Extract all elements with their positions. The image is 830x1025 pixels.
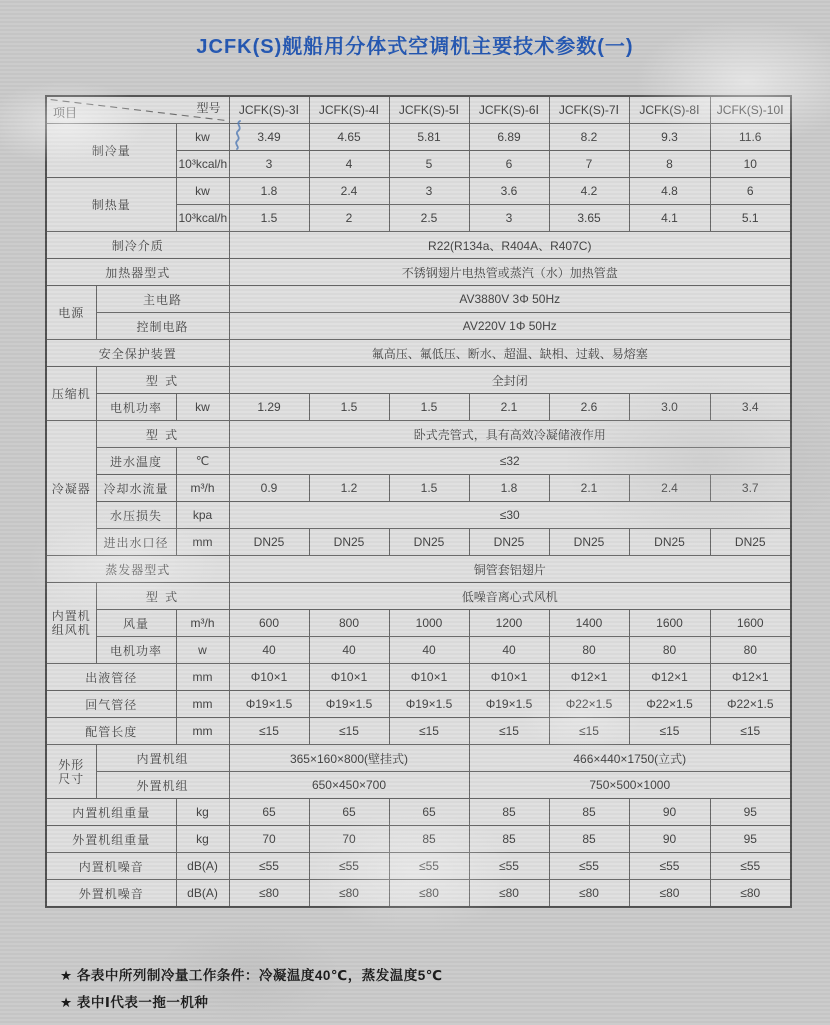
compressor-type-row — [46, 367, 791, 394]
indoor-fan-group-label — [46, 583, 96, 664]
power-main-row — [46, 286, 791, 313]
dimensions-group-line2: 尺寸 — [58, 771, 85, 786]
value-cell: Φ19×1.5 — [309, 691, 389, 718]
condenser-type-label: 型 式 — [96, 421, 229, 448]
indoor-fan-airflow-row — [46, 610, 791, 637]
value-cell: 1.5 — [229, 205, 309, 232]
inlet-temp-value: ≤32 — [229, 448, 791, 475]
value-cell: 1.5 — [309, 394, 389, 421]
value-cell: ≤15 — [389, 718, 469, 745]
value-cell: 1.5 — [389, 394, 469, 421]
indoor-noise-row — [46, 853, 791, 880]
value-cell: DN25 — [309, 529, 389, 556]
value-cell: 40 — [389, 637, 469, 664]
refrigerant-value: R22(R134a、R404A、R407C) — [229, 232, 791, 259]
value-cell: 3.6 — [469, 178, 549, 205]
value-cell: ≤55 — [309, 853, 389, 880]
evaporator-type-value: 铜管套铝翅片 — [229, 556, 791, 583]
refrigerant-label: 制冷介质 — [46, 232, 229, 259]
dimensions-outdoor-row — [46, 772, 791, 799]
value-cell: ≤55 — [710, 853, 791, 880]
compressor-motor-label: 电机功率 — [96, 394, 176, 421]
value-cell: Φ19×1.5 — [229, 691, 309, 718]
inlet-temp-label: 进水温度 — [96, 448, 176, 475]
value-cell: ≤15 — [549, 718, 629, 745]
value-cell: ≤55 — [389, 853, 469, 880]
cooling-capacity-kw-row — [46, 124, 791, 151]
value-cell: 80 — [629, 637, 710, 664]
water-flow-label: 冷却水流量 — [96, 475, 176, 502]
value-cell: 80 — [549, 637, 629, 664]
value-cell: ≤80 — [629, 880, 710, 908]
condenser-group-label: 冷凝器 — [46, 421, 96, 556]
compressor-type-label: 型 式 — [96, 367, 229, 394]
indoor-fan-type-row — [46, 583, 791, 610]
unit-cell: 10³kcal/h — [176, 151, 229, 178]
value-cell: 85 — [549, 799, 629, 826]
value-cell: 4.65 — [309, 124, 389, 151]
condenser-water-flow-row — [46, 475, 791, 502]
compressor-motor-row — [46, 394, 791, 421]
value-cell: 90 — [629, 799, 710, 826]
value-cell: DN25 — [229, 529, 309, 556]
safety-label: 安全保护装置 — [46, 340, 229, 367]
safety-value: 氟高压、氟低压、断水、超温、缺相、过载、易熔塞 — [229, 340, 791, 367]
unit-cell: m³/h — [176, 610, 229, 637]
unit-cell: kpa — [176, 502, 229, 529]
value-cell: 1600 — [629, 610, 710, 637]
value-cell: ≤80 — [469, 880, 549, 908]
value-cell: ≤15 — [469, 718, 549, 745]
indoor-fan-group-line1: 内置机 — [51, 609, 91, 623]
value-cell: 40 — [309, 637, 389, 664]
heater-type-label: 加热器型式 — [46, 259, 229, 286]
value-cell: 3.7 — [710, 475, 791, 502]
model-header: JCFK(S)-3Ⅰ — [229, 96, 309, 124]
heating-capacity-kw-row — [46, 178, 791, 205]
value-cell: Φ12×1 — [549, 664, 629, 691]
model-header: JCFK(S)-4Ⅰ — [309, 96, 389, 124]
model-header: JCFK(S)-8Ⅰ — [629, 96, 710, 124]
value-cell: 4.2 — [549, 178, 629, 205]
value-cell: 4.1 — [629, 205, 710, 232]
value-cell: ≤55 — [469, 853, 549, 880]
value-cell: 95 — [710, 826, 791, 853]
value-cell: DN25 — [710, 529, 791, 556]
model-header: JCFK(S)-6Ⅰ — [469, 96, 549, 124]
unit-cell: kw — [176, 394, 229, 421]
gas-pipe-label: 回气管径 — [46, 691, 176, 718]
value-cell: 40 — [229, 637, 309, 664]
value-cell: 1400 — [549, 610, 629, 637]
value-cell: 1200 — [469, 610, 549, 637]
port-size-label: 进出水口径 — [96, 529, 176, 556]
value-cell: 70 — [309, 826, 389, 853]
indoor-fan-group-line2: 组风机 — [51, 623, 91, 637]
value-cell: 3 — [469, 205, 549, 232]
condenser-port-size-row — [46, 529, 791, 556]
value-cell: 8.2 — [549, 124, 629, 151]
value-cell: 1.8 — [469, 475, 549, 502]
outdoor-noise-label: 外置机噪音 — [46, 880, 176, 908]
unit-cell: mm — [176, 691, 229, 718]
value-cell: 2 — [309, 205, 389, 232]
value-cell: Φ10×1 — [389, 664, 469, 691]
value-cell: Φ12×1 — [629, 664, 710, 691]
indoor-noise-label: 内置机噪音 — [46, 853, 176, 880]
value-cell: ≤80 — [549, 880, 629, 908]
unit-cell: ℃ — [176, 448, 229, 475]
value-cell: 65 — [389, 799, 469, 826]
fan-motor-label: 电机功率 — [96, 637, 176, 664]
dimensions-outdoor-left-value: 650×450×700 — [229, 772, 469, 799]
value-cell: 6 — [469, 151, 549, 178]
value-cell: 1.29 — [229, 394, 309, 421]
unit-cell: 10³kcal/h — [176, 205, 229, 232]
value-cell: DN25 — [549, 529, 629, 556]
safety-row — [46, 340, 791, 367]
pressure-loss-value: ≤30 — [229, 502, 791, 529]
value-cell: Φ10×1 — [229, 664, 309, 691]
value-cell: 2.1 — [549, 475, 629, 502]
value-cell: 1000 — [389, 610, 469, 637]
value-cell: 95 — [710, 799, 791, 826]
value-cell: ≤15 — [229, 718, 309, 745]
evaporator-type-row — [46, 556, 791, 583]
outdoor-noise-row — [46, 880, 791, 908]
dimensions-indoor-label: 内置机组 — [96, 745, 229, 772]
power-main-label: 主电路 — [96, 286, 229, 313]
heating-capacity-label: 制热量 — [46, 178, 176, 232]
compressor-group-label: 压缩机 — [46, 367, 96, 421]
value-cell: 8 — [629, 151, 710, 178]
value-cell: ≤80 — [229, 880, 309, 908]
unit-cell: kg — [176, 826, 229, 853]
header-row — [46, 96, 791, 124]
model-header: JCFK(S)-10Ⅰ — [710, 96, 791, 124]
condenser-type-row — [46, 421, 791, 448]
spec-table — [45, 95, 792, 908]
value-cell: ≤55 — [229, 853, 309, 880]
value-cell: 3 — [389, 178, 469, 205]
corner-model-label: 型号 — [196, 101, 221, 115]
dimensions-indoor-row — [46, 745, 791, 772]
power-control-row — [46, 313, 791, 340]
dimensions-indoor-left-value: 365×160×800(壁挂式) — [229, 745, 469, 772]
page-title: JCFK(S)舰船用分体式空调机主要技术参数(一) — [196, 36, 634, 58]
compressor-type-value: 全封闭 — [229, 367, 791, 394]
value-cell: 40 — [469, 637, 549, 664]
value-cell: DN25 — [389, 529, 469, 556]
outdoor-weight-row — [46, 826, 791, 853]
value-cell: 65 — [229, 799, 309, 826]
value-cell: 2.5 — [389, 205, 469, 232]
dimensions-group-label — [46, 745, 96, 799]
value-cell: 3.49 — [229, 124, 309, 151]
value-cell: 6.89 — [469, 124, 549, 151]
unit-cell: kw — [176, 178, 229, 205]
unit-cell: mm — [176, 664, 229, 691]
value-cell: 3.0 — [629, 394, 710, 421]
liquid-pipe-label: 出液管径 — [46, 664, 176, 691]
value-cell: 2.4 — [309, 178, 389, 205]
cooling-capacity-label: 制冷量 — [46, 124, 176, 178]
evaporator-type-label: 蒸发器型式 — [46, 556, 229, 583]
spec-table-wrap — [45, 95, 792, 908]
value-cell: 11.6 — [710, 124, 791, 151]
value-cell: 3.65 — [549, 205, 629, 232]
value-cell: 65 — [309, 799, 389, 826]
model-header: JCFK(S)-7Ⅰ — [549, 96, 629, 124]
pipe-length-label: 配管长度 — [46, 718, 176, 745]
value-cell: 10 — [710, 151, 791, 178]
value-cell: 70 — [229, 826, 309, 853]
value-cell: 3 — [229, 151, 309, 178]
value-cell: 2.1 — [469, 394, 549, 421]
value-cell: 85 — [389, 826, 469, 853]
liquid-pipe-row — [46, 664, 791, 691]
value-cell: ≤15 — [710, 718, 791, 745]
value-cell: ≤15 — [629, 718, 710, 745]
unit-cell: dB(A) — [176, 880, 229, 908]
indoor-fan-type-value: 低噪音离心式风机 — [229, 583, 791, 610]
airflow-label: 风量 — [96, 610, 176, 637]
value-cell: ≤55 — [629, 853, 710, 880]
unit-cell: mm — [176, 529, 229, 556]
value-cell: 4.8 — [629, 178, 710, 205]
value-cell: 9.3 — [629, 124, 710, 151]
unit-cell: kw — [176, 124, 229, 151]
value-cell: Φ22×1.5 — [629, 691, 710, 718]
value-cell: 2.4 — [629, 475, 710, 502]
indoor-weight-row — [46, 799, 791, 826]
outdoor-weight-label: 外置机组重量 — [46, 826, 176, 853]
value-cell: 90 — [629, 826, 710, 853]
value-cell: Φ10×1 — [309, 664, 389, 691]
power-main-value: AV3880V 3Φ 50Hz — [229, 286, 791, 313]
gas-pipe-row — [46, 691, 791, 718]
unit-cell: mm — [176, 718, 229, 745]
value-cell: 600 — [229, 610, 309, 637]
unit-cell: m³/h — [176, 475, 229, 502]
value-cell: 5.81 — [389, 124, 469, 151]
dimensions-outdoor-label: 外置机组 — [96, 772, 229, 799]
refrigerant-row — [46, 232, 791, 259]
value-cell: 85 — [549, 826, 629, 853]
power-control-value: AV220V 1Φ 50Hz — [229, 313, 791, 340]
footnote-conditions: ★ 各表中所列制冷量工作条件：冷凝温度40℃，蒸发温度5℃ — [60, 968, 443, 983]
unit-cell: kg — [176, 799, 229, 826]
value-cell: Φ10×1 — [469, 664, 549, 691]
value-cell: ≤80 — [710, 880, 791, 908]
value-cell: 800 — [309, 610, 389, 637]
pipe-length-row — [46, 718, 791, 745]
value-cell: Φ19×1.5 — [389, 691, 469, 718]
condenser-type-value: 卧式壳管式，具有高效冷凝储液作用 — [229, 421, 791, 448]
value-cell: Φ19×1.5 — [469, 691, 549, 718]
value-cell: Φ12×1 — [710, 664, 791, 691]
value-cell: 1600 — [710, 610, 791, 637]
indoor-weight-label: 内置机组重量 — [46, 799, 176, 826]
power-group-label: 电源 — [46, 286, 96, 340]
condenser-inlet-temp-row — [46, 448, 791, 475]
value-cell: 0.9 — [229, 475, 309, 502]
value-cell: ≤80 — [389, 880, 469, 908]
value-cell: 1.8 — [229, 178, 309, 205]
value-cell: 2.6 — [549, 394, 629, 421]
indoor-fan-type-label: 型 式 — [96, 583, 229, 610]
value-cell: 85 — [469, 799, 549, 826]
power-control-label: 控制电路 — [96, 313, 229, 340]
value-cell: 80 — [710, 637, 791, 664]
value-cell: 5 — [389, 151, 469, 178]
handwritten-mark — [231, 119, 247, 151]
value-cell: DN25 — [469, 529, 549, 556]
value-cell: 3.4 — [710, 394, 791, 421]
value-cell: 5.1 — [710, 205, 791, 232]
value-cell: DN25 — [629, 529, 710, 556]
dimensions-indoor-right-value: 466×440×1750(立式) — [469, 745, 791, 772]
value-cell: 4 — [309, 151, 389, 178]
unit-cell: w — [176, 637, 229, 664]
value-cell: 7 — [549, 151, 629, 178]
indoor-fan-motor-row — [46, 637, 791, 664]
unit-cell: dB(A) — [176, 853, 229, 880]
model-header: JCFK(S)-5Ⅰ — [389, 96, 469, 124]
heater-type-value: 不锈钢翅片电热管或蒸汽（水）加热管盘 — [229, 259, 791, 286]
condenser-pressure-loss-row — [46, 502, 791, 529]
corner-item-label: 项目 — [53, 106, 78, 120]
value-cell: ≤55 — [549, 853, 629, 880]
pressure-loss-label: 水压损失 — [96, 502, 176, 529]
corner-cell — [46, 96, 229, 124]
heater-type-row — [46, 259, 791, 286]
value-cell: Φ22×1.5 — [549, 691, 629, 718]
footnotes — [60, 962, 443, 1016]
value-cell: ≤15 — [309, 718, 389, 745]
value-cell: 1.5 — [389, 475, 469, 502]
dimensions-group-line1: 外形 — [58, 757, 85, 772]
dimensions-outdoor-right-value: 750×500×1000 — [469, 772, 791, 799]
value-cell: Φ22×1.5 — [710, 691, 791, 718]
value-cell: 6 — [710, 178, 791, 205]
value-cell: ≤80 — [309, 880, 389, 908]
value-cell: 85 — [469, 826, 549, 853]
value-cell: 1.2 — [309, 475, 389, 502]
footnote-legend: ★ 表中Ⅰ代表一拖一机种 — [60, 995, 209, 1010]
